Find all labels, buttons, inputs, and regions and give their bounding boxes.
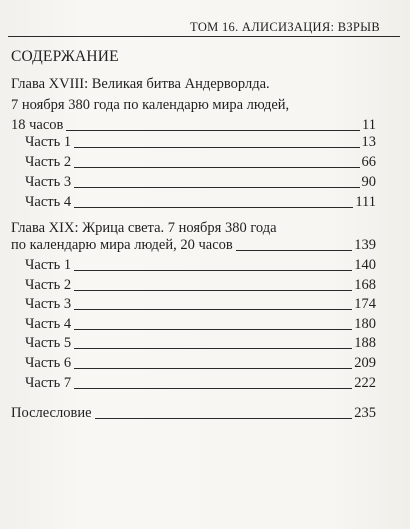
- chapter-19-title-line-2: по календарю мира людей, 20 часов: [11, 237, 233, 253]
- entry-label: Часть 3: [25, 174, 72, 190]
- toc-entry: [25, 173, 376, 191]
- dot-leader: [74, 187, 359, 188]
- dot-leader: [74, 270, 352, 271]
- running-head: ТОМ 16. АЛИСИЗАЦИЯ: ВЗРЫВ: [190, 20, 380, 34]
- page-number: 174: [354, 296, 376, 312]
- dot-leader: [74, 207, 353, 208]
- entry-label: Часть 7: [25, 375, 72, 391]
- chapter-18-entry: [11, 116, 376, 134]
- entry-label: Часть 2: [25, 277, 72, 293]
- entry-label: Часть 4: [25, 316, 72, 332]
- page-number: 180: [354, 316, 376, 332]
- dot-leader: [74, 329, 352, 330]
- dot-leader: [74, 348, 352, 349]
- dot-leader: [74, 147, 359, 148]
- chapter-18-title-line-2: 7 ноября 380 года по календарю мира людей,: [11, 97, 290, 113]
- toc-entry: [25, 374, 376, 392]
- entry-label: Часть 1: [25, 134, 72, 150]
- dot-leader: [74, 290, 352, 291]
- toc-entry: [25, 153, 376, 171]
- page-number: 111: [355, 194, 376, 210]
- page-number: 140: [354, 257, 376, 273]
- toc-entry: [25, 334, 376, 352]
- page-number: 235: [354, 405, 376, 421]
- header-rule: [8, 36, 400, 37]
- entry-label: Часть 3: [25, 296, 72, 312]
- entry-label: Часть 1: [25, 257, 72, 273]
- toc-entry: [25, 354, 376, 372]
- toc-entry: [25, 295, 376, 313]
- dot-leader: [66, 130, 360, 131]
- toc-entry: [25, 133, 376, 151]
- toc-entry: [25, 193, 376, 211]
- dot-leader: [74, 167, 359, 168]
- dot-leader: [74, 309, 352, 310]
- entry-label: Часть 2: [25, 154, 72, 170]
- page-number: 168: [354, 277, 376, 293]
- page-number: 209: [354, 355, 376, 371]
- dot-leader: [236, 250, 352, 251]
- entry-label: Часть 4: [25, 194, 72, 210]
- page-number: 139: [354, 237, 376, 253]
- page-number: 11: [362, 117, 376, 133]
- dot-leader: [74, 368, 352, 369]
- page-number: 90: [361, 174, 376, 190]
- chapter-18-title-line-1: Глава XVIII: Великая битва Андерворлда.: [11, 76, 270, 92]
- toc-entry: [25, 276, 376, 294]
- chapter-19-title-line-1: Глава XIX: Жрица света. 7 ноября 380 года: [11, 220, 277, 236]
- chapter-19-entry: [11, 236, 376, 254]
- entry-label: Послесловие: [11, 405, 92, 421]
- page-number: 222: [354, 375, 376, 391]
- dot-leader: [74, 388, 352, 389]
- afterword-entry: [11, 404, 376, 422]
- toc-entry: [25, 256, 376, 274]
- dot-leader: [95, 418, 353, 419]
- page-number: 66: [361, 154, 376, 170]
- page-number: 188: [354, 335, 376, 351]
- page-number: 13: [361, 134, 376, 150]
- entry-label: Часть 6: [25, 355, 72, 371]
- chapter-18-title-line-3: 18 часов: [11, 117, 64, 133]
- toc-title: СОДЕРЖАНИЕ: [11, 48, 119, 65]
- toc-entry: [25, 315, 376, 333]
- entry-label: Часть 5: [25, 335, 72, 351]
